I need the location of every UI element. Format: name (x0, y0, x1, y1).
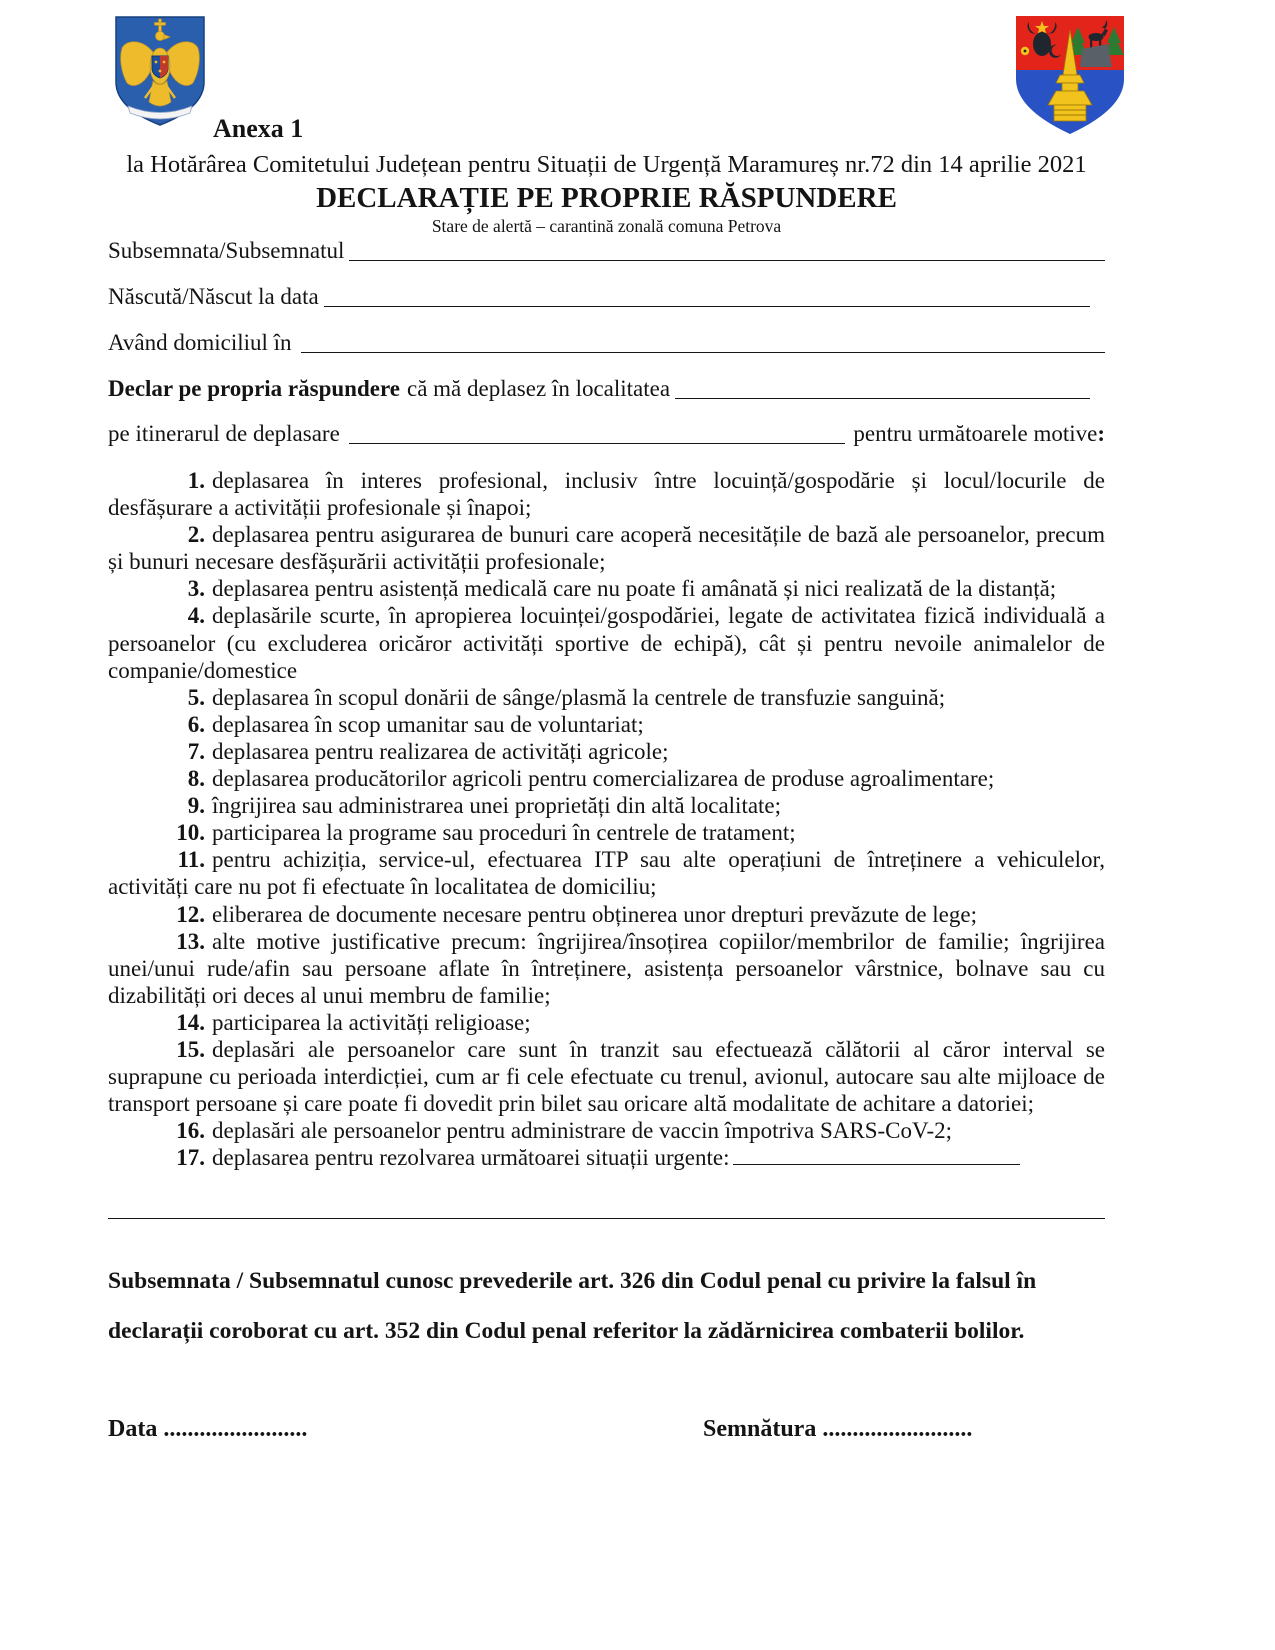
reason-item-7 (108, 738, 1105, 765)
reason-text: participarea la activități religioase; (212, 1009, 531, 1035)
reason-item-14 (108, 1009, 1105, 1036)
reason-number: 7. (187, 738, 205, 764)
reason-item-4 (108, 602, 1105, 683)
signature-block (108, 1416, 1105, 1448)
reason-number: 9. (187, 793, 205, 819)
reason-number: 6. (187, 711, 205, 737)
romania-coat-of-arms-icon (112, 14, 208, 128)
field-itinerary (108, 421, 1105, 447)
reason-number: 15. (176, 1036, 205, 1062)
reason-text: îngrijirea sau administrarea unei proprietăți din altă localitate; (212, 793, 782, 819)
reason-text: deplasarea în scop umanitar sau de voluntariat; (212, 711, 644, 737)
reason-number: 2. (187, 522, 205, 548)
legal-statement: Subsemnata / Subsemnatul cunosc prevederile art. 326 din Codul penal cu privire la falsul în declarații coroborat cu art. 352 din Codul penal referitor la zădărnicirea combaterii bolilor. (108, 1268, 1037, 1345)
document-title: DECLARAȚIE PE PROPRIE RĂSPUNDERE (316, 182, 897, 214)
annex-label: Anexa 1 (213, 114, 304, 143)
birthdate-blank-line (324, 306, 1090, 307)
reason-item-2 (108, 521, 1105, 575)
signature-label: Semnătura ......................... (703, 1416, 973, 1443)
reason-number: 1. (187, 468, 205, 493)
reason-number: 17. (176, 1145, 205, 1171)
itinerary-label: pe itinerarul de deplasare (108, 421, 340, 446)
reason-text: deplasarea în scopul donării de sânge/plasmă la centrele de transfuzie sanguină; (212, 684, 946, 710)
reason-item-15 (108, 1036, 1105, 1117)
reason-text: deplasări ale persoanelor pentru administrare de vaccin împotriva SARS-CoV-2; (212, 1118, 953, 1144)
reason-number: 5. (187, 684, 205, 710)
motives-suffix: pentru următoarele motive: (853, 421, 1105, 446)
domicile-label: Având domiciliul în (108, 330, 292, 355)
reference-line: la Hotărârea Comitetului Județean pentru Situații de Urgență Maramureș nr.72 din 14 aprilie 2021 (126, 151, 1087, 178)
reason-text: alte motive justificative precum: îngrijirea/însoțirea copiilor/membrilor de familie; îngrijirea unei/unui rude/afin sau persoane aflate în întreținere, asistența persoanelor vârstnice, bolnave sau cu dizabilități ori deces al unui membru de familie; (108, 928, 1105, 1008)
urgent-situation-blank-line (733, 1147, 1020, 1165)
field-name (108, 238, 1105, 264)
reason-item-16 (108, 1117, 1105, 1144)
declaration-rest-label: că mă deplasez în localitatea (406, 376, 671, 401)
reason-item-13 (108, 928, 1105, 1009)
domicile-blank-line (301, 352, 1105, 353)
itinerary-blank-line (349, 443, 846, 444)
reason-number: 16. (176, 1118, 205, 1144)
reason-number: 13. (176, 928, 205, 954)
reason-item-5 (108, 684, 1105, 711)
reason-item-9 (108, 792, 1105, 819)
reason-text: pentru achiziția, service-ul, efectuarea ITP sau alte operațiuni de întreținere a vehiculelor, activități care nu pot fi efectuate în localitatea de domiciliu; (108, 847, 1105, 900)
reason-item-6 (108, 711, 1105, 738)
document-subtitle: Stare de alertă – carantină zonală comuna Petrova (431, 216, 782, 236)
field-domicile (108, 330, 1105, 356)
extra-writing-line (108, 1218, 1105, 1219)
reason-text: deplasarea pentru realizarea de activități agricole; (212, 738, 669, 764)
field-declaration (108, 376, 1090, 402)
reason-text: eliberarea de documente necesare pentru obținerea unor drepturi prevăzute de lege; (212, 901, 977, 927)
field-birthdate (108, 284, 1090, 310)
locality-blank-line (675, 398, 1090, 399)
reason-item-1 (108, 467, 1105, 521)
reason-item-11 (108, 846, 1105, 900)
reasons-list (108, 467, 1105, 1171)
reason-text: deplasarea în interes profesional, inclusiv între locuință/gospodărie și locul/locurile de desfășurare a activității profesionale și înapoi; (108, 468, 1105, 521)
reason-text: deplasarea pentru asigurarea de bunuri care acoperă necesitățile de bază ale persoanelor, precum și bunuri necesare desfășurării activității profesionale; (108, 522, 1105, 575)
reason-item-3 (108, 575, 1105, 602)
reason-item-17 (108, 1144, 1105, 1171)
reason-text: participarea la programe sau proceduri în centrele de tratament; (212, 820, 796, 846)
reason-item-10 (108, 819, 1105, 846)
reason-text: deplasări ale persoanelor care sunt în tranzit sau efectuează călătorii al căror interval se suprapune cu perioada interdicției, cum ar fi cele efectuate cu trenul, avionul, autocare sau alte mijloace de transport persoane și care poate fi dovedit prin bilet sau oricare altă modalitate de achitare a datoriei; (108, 1036, 1105, 1117)
reason-text: deplasarea producătorilor agricoli pentru comercializarea de produse agroalimentare; (212, 766, 995, 792)
name-blank-line (349, 260, 1105, 261)
date-label: Data ........................ (108, 1416, 308, 1443)
reason-number: 10. (176, 820, 205, 846)
reason-text: deplasările scurte, în apropierea locuinței/gospodăriei, legate de activitatea fizică individuală a persoanelor (cu excluderea oricăror activități sportive de echipă), cât și pentru nevoile animalelor de companie/domestice (108, 603, 1105, 683)
declaration-bold-label: Declar pe propria răspundere (108, 376, 400, 401)
form-fields (108, 238, 1105, 447)
birthdate-label: Născută/Născut la data (108, 284, 319, 309)
reason-text: deplasarea pentru rezolvarea următoarei situații urgente: (212, 1145, 730, 1171)
reason-number: 14. (176, 1009, 205, 1035)
reason-number: 11. (177, 847, 205, 873)
reason-text: deplasarea pentru asistență medicală care nu poate fi amânată și nici realizată de la distanță; (212, 576, 1057, 602)
name-label: Subsemnata/Subsemnatul (108, 238, 345, 263)
reason-number: 8. (187, 766, 205, 792)
reason-item-8 (108, 765, 1105, 792)
maramures-coat-of-arms-icon (1012, 13, 1128, 137)
reason-number: 12. (176, 901, 205, 927)
reason-number: 4. (187, 603, 205, 629)
reason-item-12 (108, 901, 1105, 928)
motives-colon: : (1097, 421, 1105, 446)
reason-number: 3. (187, 576, 205, 602)
